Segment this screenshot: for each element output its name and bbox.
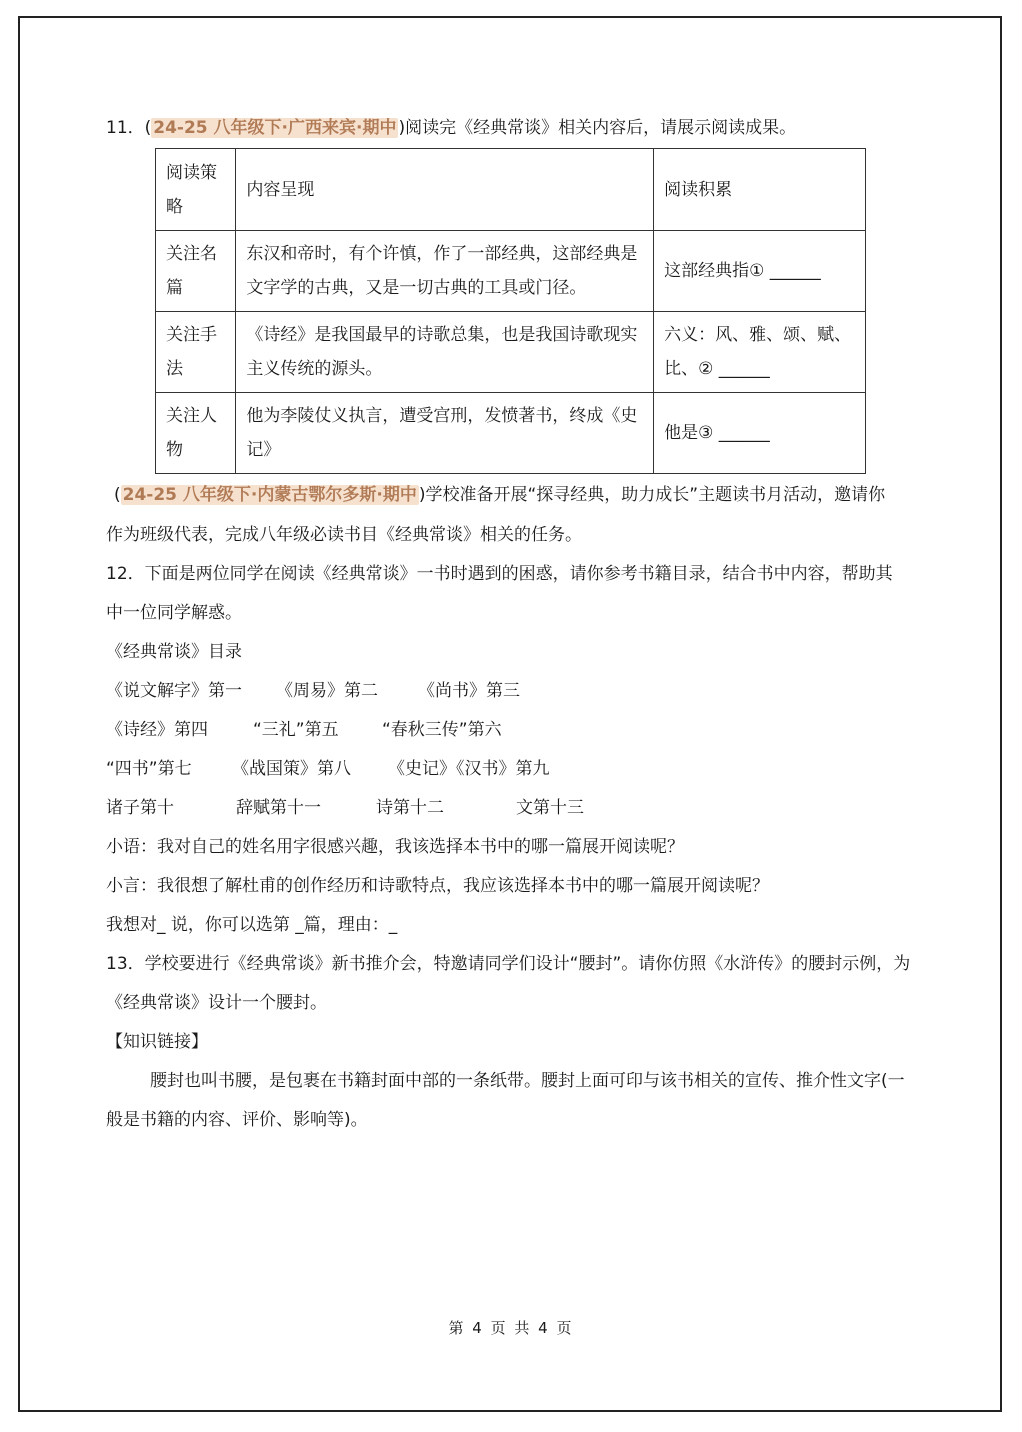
toc-item: 《说文解字》第一 xyxy=(106,681,242,701)
intro-source-tag: 24-25 八年级下·内蒙古鄂尔多斯·期中 xyxy=(122,485,417,505)
q11-number: 11．( xyxy=(106,118,152,138)
table-row xyxy=(156,393,866,474)
toc-item: 《周易》第二 xyxy=(276,681,378,701)
intro-text-1: )学校准备开展“探寻经典，助力成长”主题读书月活动，邀请你 xyxy=(418,485,886,505)
row2-content: 《诗经》是我国最早的诗歌总集，也是我国诗歌现实主义传统的源头。 xyxy=(236,312,654,393)
table-row xyxy=(156,312,866,393)
knowledge-link-title: 【知识链接】 xyxy=(106,1032,208,1052)
row3-strategy: 关注人物 xyxy=(156,393,236,474)
table-row xyxy=(156,231,866,312)
xiaoyan-question: 小言：我很想了解杜甫的创作经历和诗歌特点，我应该选择本书中的哪一篇展开阅读呢？ xyxy=(106,876,769,896)
header-accumulation: 阅读积累 xyxy=(654,149,866,231)
q11-text: )阅读完《经典常谈》相关内容后，请展示阅读成果。 xyxy=(398,118,797,138)
question-12-line-2: 中一位同学解惑。 xyxy=(106,603,242,623)
question-11 xyxy=(106,117,796,139)
reading-table xyxy=(155,148,866,474)
toc-item: 《尚书》第三 xyxy=(418,681,520,701)
header-strategy: 阅读策略 xyxy=(156,149,236,231)
row1-content: 东汉和帝时，有个许慎，作了一部经典，这部经典是文字学的古典，又是一切古典的工具或门径。 xyxy=(236,231,654,312)
toc-item: 《史记》《汉书》第九 xyxy=(388,759,550,779)
xiaoyu-question: 小语：我对自己的姓名用字很感兴趣，我该选择本书中的哪一篇展开阅读呢？ xyxy=(106,837,684,857)
knowledge-para-line-2: 般是书籍的内容、评价、影响等)。 xyxy=(106,1110,368,1130)
table-header-row xyxy=(156,149,866,231)
toc-item: 诸子第十 xyxy=(106,798,174,818)
page-footer: 第 4 页 共 4 页 xyxy=(448,1319,574,1337)
toc-item: 文第十三 xyxy=(516,798,584,818)
answer-blank-line[interactable]: 我想对_ 说，你可以选第 _篇，理由：_ xyxy=(106,915,398,935)
toc-title: 《经典常谈》目录 xyxy=(106,642,242,662)
row1-answer-blank[interactable]: 这部经典指① ______ xyxy=(654,231,866,312)
toc-item: “春秋三传”第六 xyxy=(382,720,502,740)
q11-source-tag: 24-25 八年级下·广西来宾·期中 xyxy=(153,118,397,138)
intro-line-2: 作为班级代表，完成八年级必读书目《经典常谈》相关的任务。 xyxy=(106,525,582,545)
row2-strategy: 关注手法 xyxy=(156,312,236,393)
intro-open: ( xyxy=(114,485,121,505)
intro-line-1 xyxy=(114,484,885,506)
toc-item: 辞赋第十一 xyxy=(236,798,321,818)
toc-item: “三礼”第五 xyxy=(253,720,339,740)
toc-item: 《诗经》第四 xyxy=(106,720,208,740)
toc-item: “四书”第七 xyxy=(106,759,192,779)
question-12-line-1: 12．下面是两位同学在阅读《经典常谈》一书时遇到的困惑，请你参考书籍目录，结合书中内容，帮助其 xyxy=(106,564,893,584)
row3-answer-blank[interactable]: 他是③ ______ xyxy=(654,393,866,474)
row1-strategy: 关注名篇 xyxy=(156,231,236,312)
question-13-line-2: 《经典常谈》设计一个腰封。 xyxy=(106,993,327,1013)
header-content: 内容呈现 xyxy=(236,149,654,231)
knowledge-para-line-1: 腰封也叫书腰，是包裹在书籍封面中部的一条纸带。腰封上面可印与该书相关的宣传、推介性文字(一 xyxy=(150,1071,905,1091)
toc-item: 诗第十二 xyxy=(376,798,444,818)
toc-item: 《战国策》第八 xyxy=(232,759,351,779)
question-13-line-1: 13．学校要进行《经典常谈》新书推介会，特邀请同学们设计“腰封”。请你仿照《水浒传》的腰封示例，为 xyxy=(106,954,911,974)
row2-answer-blank[interactable]: 六义：风、雅、颂、赋、比、② ______ xyxy=(654,312,866,393)
row3-content: 他为李陵仗义执言，遭受宫刑，发愤著书，终成《史记》 xyxy=(236,393,654,474)
